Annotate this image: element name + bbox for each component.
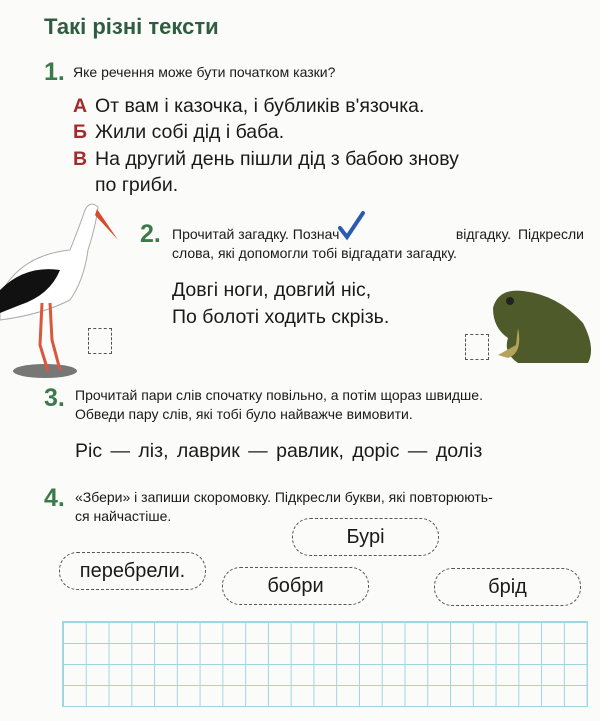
writing-grid[interactable] bbox=[62, 621, 588, 707]
option-text: От вам і казочка, і бубликів в'язочка. bbox=[95, 95, 425, 117]
task-3-instr-2: Обведи пару слів, які тобі було найважче вимовити. bbox=[75, 406, 413, 422]
page-title: Такі різні тексти bbox=[44, 14, 219, 39]
instr-part: Прочитай загадку. Познач bbox=[172, 226, 340, 242]
word-pairs[interactable]: Ріс — ліз, лаврик — равлик, доріс — доліз bbox=[75, 440, 483, 462]
task-4-instr-1: «Збери» і запиши скоромовку. Підкресли букви, які повторюють- bbox=[75, 489, 493, 505]
task-1-option-v[interactable] bbox=[73, 146, 459, 198]
task-2-instructions bbox=[172, 225, 584, 263]
word-piece-brid[interactable]: брід bbox=[434, 568, 581, 606]
answer-box-stork[interactable] bbox=[88, 328, 112, 354]
task-4-instr-2: ся найчастіше. bbox=[75, 508, 172, 524]
frog-image bbox=[488, 283, 596, 365]
option-letter: В bbox=[73, 148, 88, 170]
task-3-instr-1: Прочитай пари слів спочатку повільно, а потім щораз швидше. bbox=[75, 387, 483, 403]
task-4-number: 4. bbox=[44, 484, 65, 512]
task-1-number: 1. bbox=[44, 58, 65, 86]
answer-box-frog[interactable] bbox=[465, 334, 489, 360]
option-text-cont: по гриби. bbox=[95, 174, 179, 196]
riddle-line-2: По болоті ходить скрізь. bbox=[172, 306, 390, 328]
word-piece-buri[interactable]: Бурі bbox=[292, 518, 439, 556]
option-letter: А bbox=[73, 95, 88, 117]
task-3-number: 3. bbox=[44, 384, 65, 412]
task-1-option-a[interactable] bbox=[73, 93, 424, 119]
instr-line: слова, які допомогли тобі відгадати загадку. bbox=[172, 245, 457, 261]
option-text: Жили собі дід і баба. bbox=[95, 121, 285, 143]
option-letter: Б bbox=[73, 121, 88, 143]
riddle-line-1: Довгі ноги, довгий ніс, bbox=[172, 279, 372, 301]
task-2-number: 2. bbox=[140, 220, 161, 248]
word-piece-perebreli[interactable]: перебрели. bbox=[59, 552, 206, 590]
task-1-option-b[interactable] bbox=[73, 119, 284, 145]
option-text: На другий день пішли дід з бабою знову bbox=[95, 148, 459, 170]
task-1-question: Яке речення може бути початком казки? bbox=[73, 64, 336, 80]
instr-part: відгадку. Підкресли bbox=[455, 226, 584, 242]
checkmark-icon bbox=[339, 225, 365, 244]
word-piece-bobry[interactable]: бобри bbox=[222, 567, 369, 605]
